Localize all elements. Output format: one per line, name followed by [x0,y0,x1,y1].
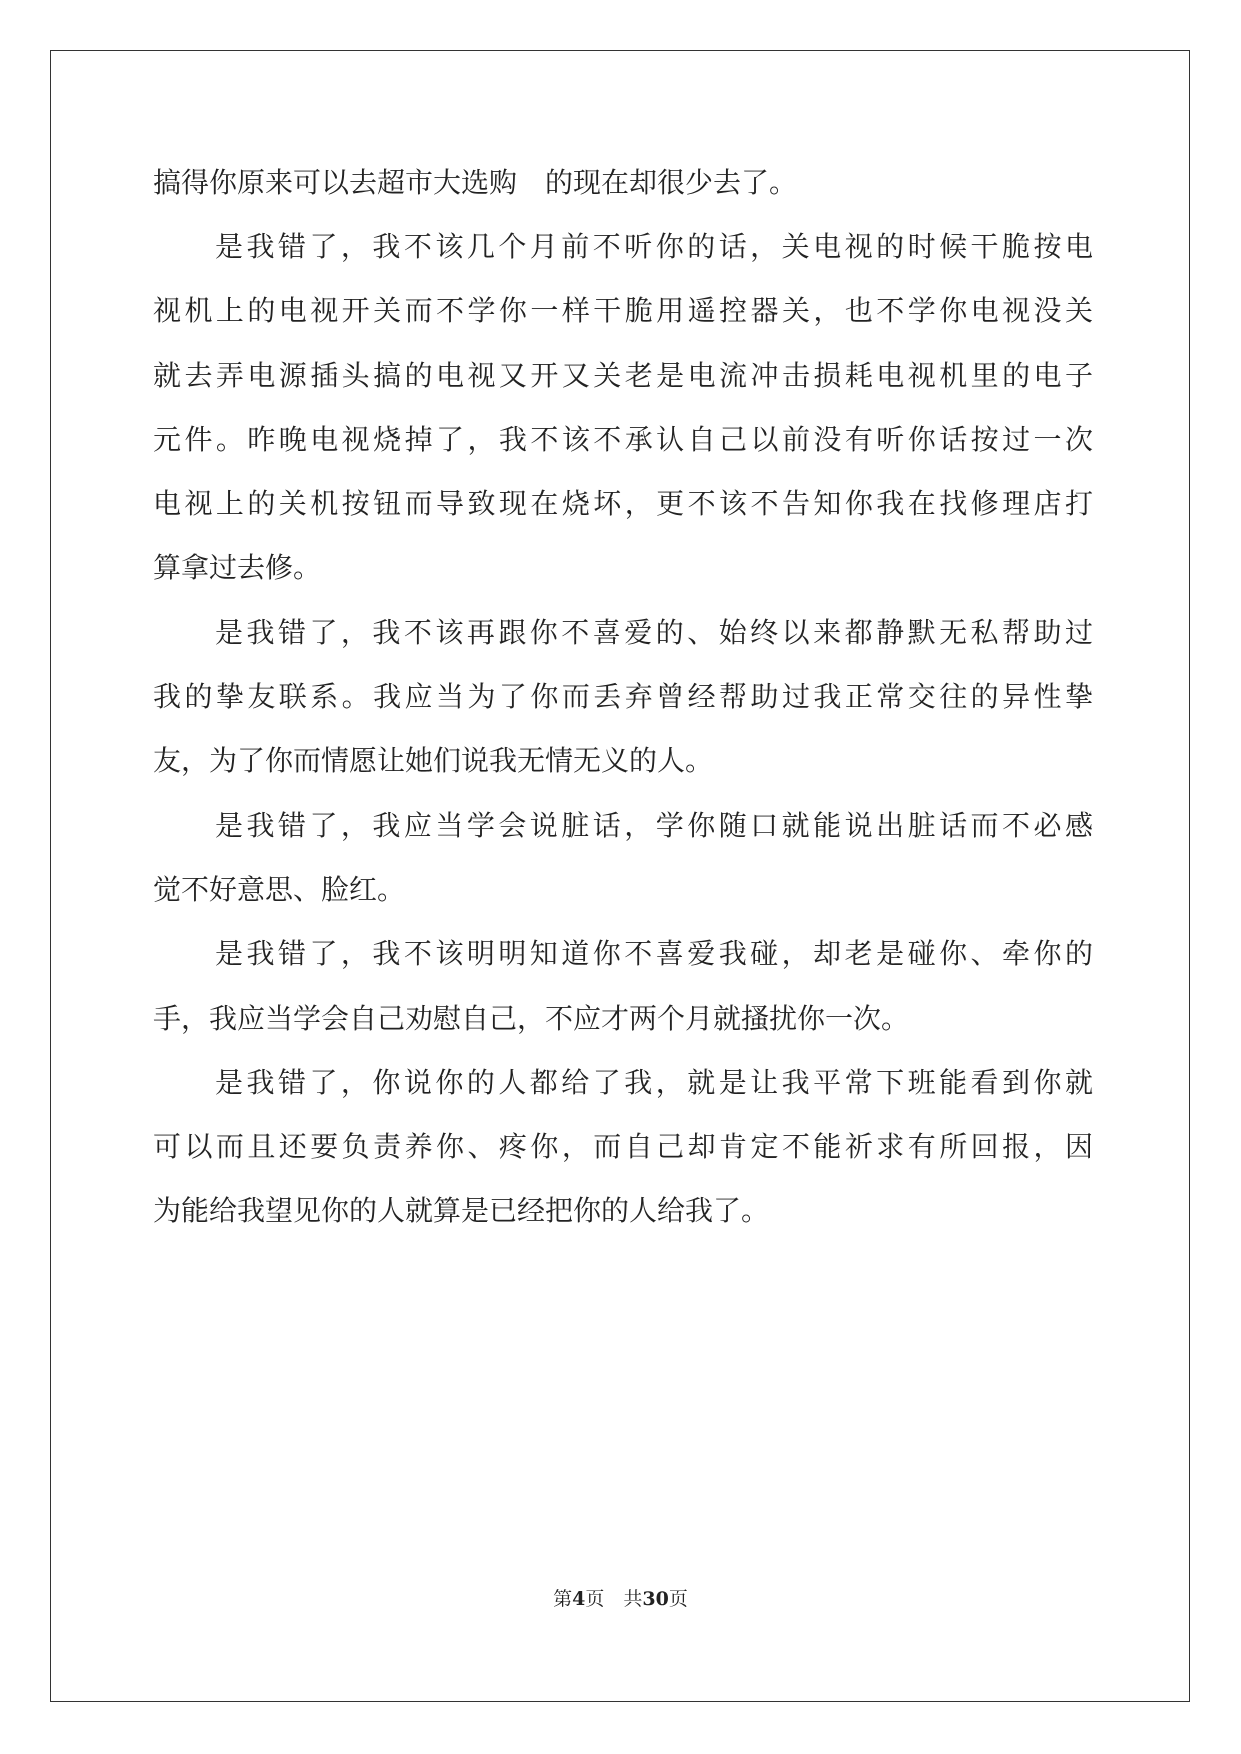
paragraph-first-line: 是我错了，我不该再跟你不喜爱的、始终以来都静默无私帮助过 [215,616,1093,649]
text-line: 我的挚友联系。我应当为了你而丢弃曾经帮助过我正常交往的异性挚 [153,680,1093,713]
text-line: 友，为了你而情愿让她们说我无情无义的人。 [153,744,714,777]
page-label-suffix: 页 [668,1588,688,1610]
text-line: 电视上的关机按钮而导致现在烧坏，更不该不告知你我在找修理店打 [153,487,1093,520]
text-line: 手，我应当学会自己劝慰自己，不应才两个月就搔扰你一次。 [153,1002,910,1035]
current-page-number: 4 [572,1588,586,1610]
text-line: 视机上的电视开关而不学你一样干脆用遥控器关，也不学你电视没关 [153,294,1093,327]
paragraph-first-line: 是我错了，你说你的人都给了我，就是让我平常下班能看到你就 [215,1066,1093,1099]
page-label-prefix: 第 [553,1588,573,1610]
paragraph-first-line: 是我错了，我应当学会说脏话，学你随口就能说出脏话而不必感 [215,809,1093,842]
text-line: 为能给我望见你的人就算是已经把你的人给我了。 [153,1194,770,1227]
text-line: 就去弄电源插头搞的电视又开又关老是电流冲击损耗电视机里的电子 [153,359,1093,392]
page-label-mid: 页 共 [585,1588,643,1610]
text-line: 可以而且还要负责养你、疼你，而自己却肯定不能祈求有所回报，因 [153,1130,1093,1163]
paragraph-first-line: 是我错了，我不该几个月前不听你的话，关电视的时候干脆按电 [215,230,1093,263]
text-line: 算拿过去修。 [153,551,322,584]
text-line: 元件。昨晚电视烧掉了，我不该不承认自己以前没有听你话按过一次 [153,423,1093,456]
total-page-count: 30 [642,1588,669,1610]
text-line: 搞得你原来可以去超市大选购 的现在却很少去了。 [153,166,798,199]
page-footer [0,1586,1241,1612]
paragraph-first-line: 是我错了，我不该明明知道你不喜爱我碰，却老是碰你、牵你的 [215,937,1093,970]
text-line: 觉不好意思、脸红。 [153,873,406,906]
